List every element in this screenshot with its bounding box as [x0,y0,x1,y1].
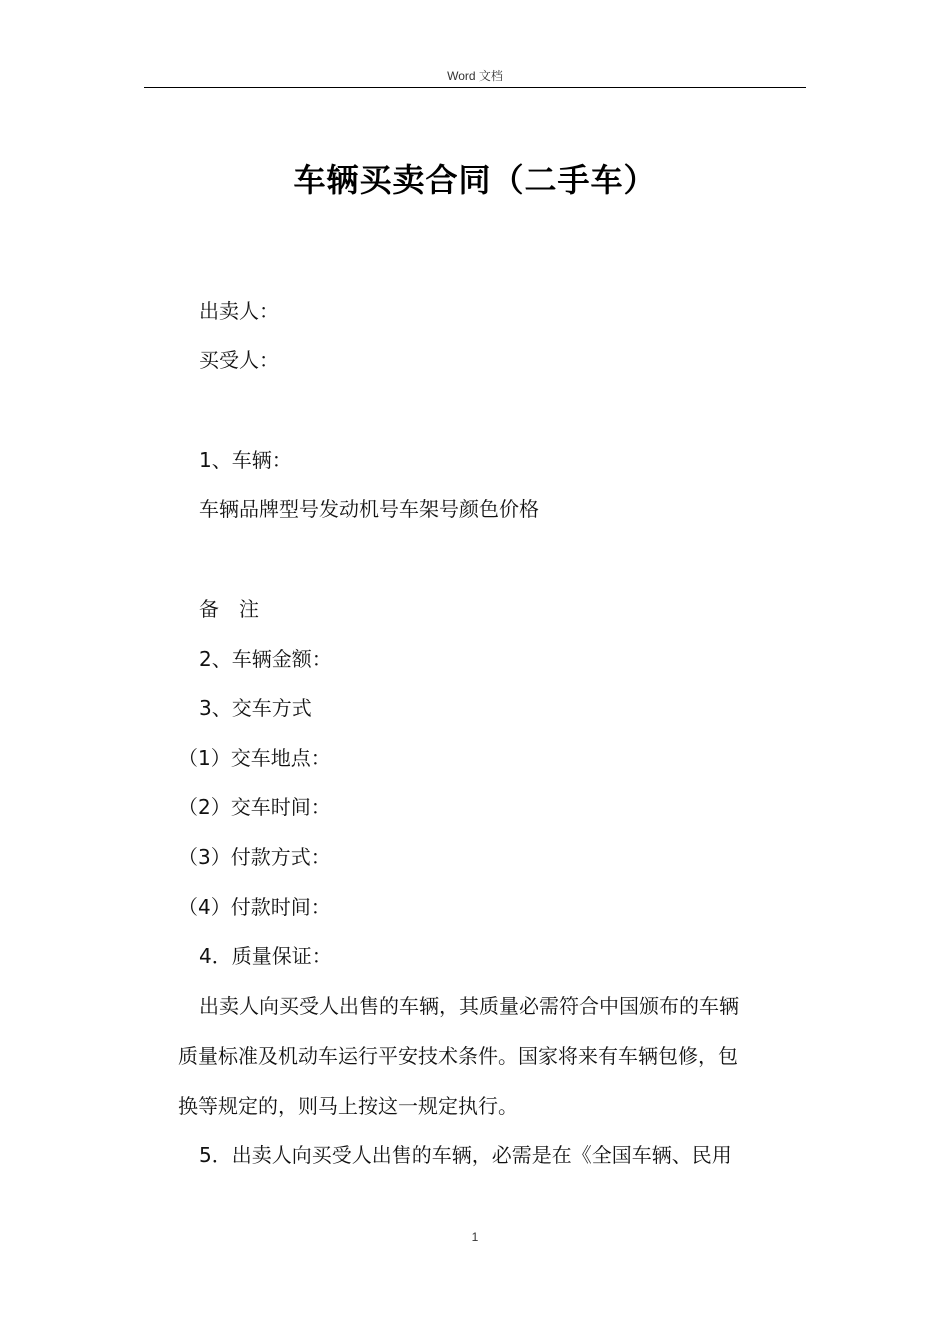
section-5-first-line: 5．出卖人向买受人出售的车辆，必需是在《全国车辆、民用 [199,1143,732,1167]
section-3-heading: 3、交车方式 [199,696,312,720]
quality-paragraph-line-1: 出卖人向买受人出售的车辆，其质量必需符合中国颁布的车辆 [199,994,739,1018]
section-1-heading: 1、车辆： [199,448,292,472]
delivery-time-item: （2）交车时间： [178,795,331,819]
page-number: 1 [471,1230,479,1244]
quality-paragraph-line-3: 换等规定的，则马上按这一规定执行。 [178,1094,518,1118]
seller-line: 出卖人： [199,299,279,323]
buyer-line: 买受人： [199,348,279,372]
quality-paragraph-line-2: 质量标准及机动车运行平安技术条件。国家将来有车辆包修，包 [178,1044,738,1068]
vehicle-columns-line: 车辆品牌型号发动机号车架号颜色价格 [199,497,539,521]
section-2-heading: 2、车辆金额： [199,647,332,671]
section-4-heading: 4．质量保证： [199,944,332,968]
delivery-place-item: （1）交车地点： [178,746,331,770]
payment-method-item: （3）付款方式： [178,845,331,869]
payment-time-item: （4）付款时间： [178,895,331,919]
remarks-line: 备 注 [199,597,259,621]
document-title: 车辆买卖合同（二手车） [293,161,657,199]
page-header: Word 文档 [447,69,503,83]
header-divider [144,87,806,88]
